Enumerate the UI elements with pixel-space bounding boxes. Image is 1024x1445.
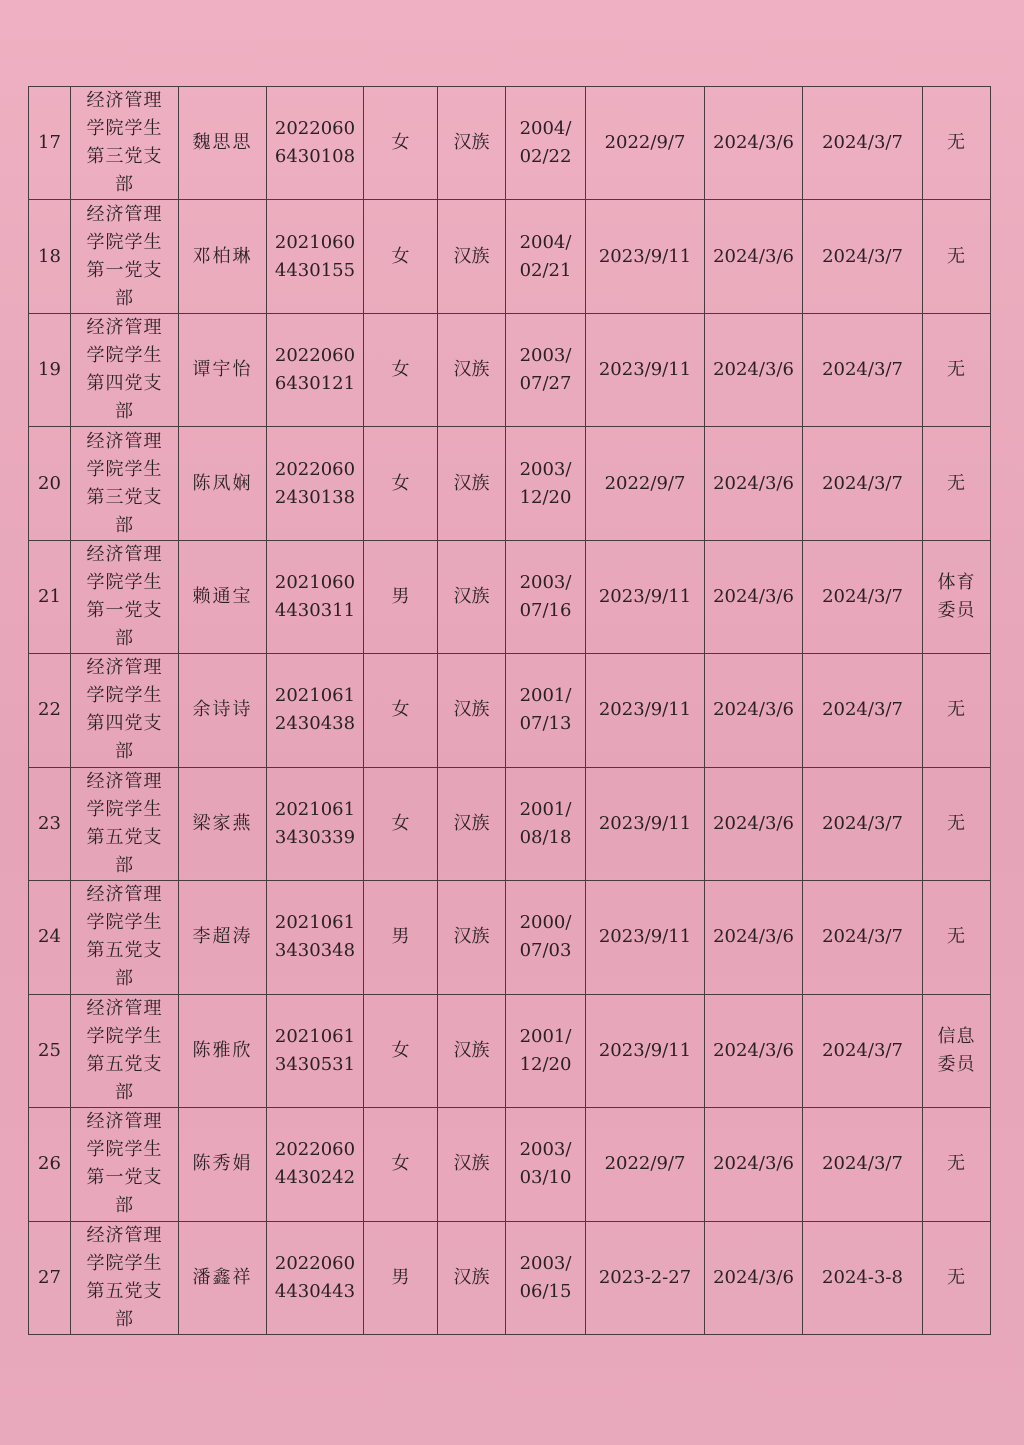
student-id-cell-line: 2022060 [274, 1252, 356, 1274]
position-cell [923, 1108, 991, 1221]
student-id-cell-line: 6430121 [274, 373, 356, 395]
party-branch-cell-line: 学院学生 [86, 798, 163, 820]
birth-date-cell-line: 07/16 [519, 600, 572, 622]
position-cell-line: 委员 [937, 600, 976, 622]
party-branch-cell-line: 经济管理 [86, 317, 163, 339]
party-branch-cell [71, 1108, 179, 1221]
party-branch-cell-line: 第一党支 [86, 1167, 163, 1189]
date-second-cell: 2024/3/6 [705, 200, 803, 313]
birth-date-cell-line: 2001/ [519, 685, 572, 707]
date-applied-cell: 2022/9/7 [586, 87, 705, 200]
position-cell-line: 无 [947, 699, 966, 721]
table-row [29, 994, 991, 1107]
date-third-cell: 2024-3-8 [803, 1221, 923, 1334]
date-second-cell: 2024/3/6 [705, 313, 803, 426]
ethnicity-cell: 汉族 [438, 87, 506, 200]
party-branch-cell-line: 第五党支 [86, 826, 163, 848]
party-branch-cell-line: 学院学生 [86, 912, 163, 934]
party-branch-cell-line: 学院学生 [86, 458, 163, 480]
position-cell-line: 无 [947, 245, 966, 267]
position-cell-line: 体育 [937, 572, 976, 594]
student-id-cell-line: 2021061 [274, 798, 356, 820]
position-cell [923, 1221, 991, 1334]
birth-date-cell [506, 881, 586, 994]
date-applied-cell: 2023/9/11 [586, 767, 705, 880]
party-branch-cell-line: 第五党支 [86, 1280, 163, 1302]
birth-date-cell-line: 2003/ [519, 345, 572, 367]
date-second-cell: 2024/3/6 [705, 1108, 803, 1221]
date-applied-cell: 2023/9/11 [586, 654, 705, 767]
student-id-cell [267, 1221, 364, 1334]
party-branch-cell-line: 部 [115, 174, 134, 196]
gender-cell: 男 [364, 1221, 438, 1334]
birth-date-cell [506, 1221, 586, 1334]
date-applied-cell: 2022/9/7 [586, 1108, 705, 1221]
student-id-cell-line: 6430108 [274, 146, 356, 168]
student-id-cell [267, 313, 364, 426]
date-applied-cell: 2022/9/7 [586, 427, 705, 540]
party-branch-cell-line: 部 [115, 741, 134, 763]
party-branch-cell-line: 第四党支 [86, 713, 163, 735]
birth-date-cell [506, 313, 586, 426]
table-row [29, 540, 991, 653]
party-branch-cell-line: 部 [115, 1081, 134, 1103]
position-cell-line: 无 [947, 812, 966, 834]
table-row [29, 1108, 991, 1221]
position-cell-line: 无 [947, 1266, 966, 1288]
birth-date-cell-line: 2003/ [519, 572, 572, 594]
position-cell [923, 87, 991, 200]
student-id-cell [267, 1108, 364, 1221]
party-branch-cell-line: 第一党支 [86, 600, 163, 622]
birth-date-cell-line: 2000/ [519, 912, 572, 934]
date-second-cell: 2024/3/6 [705, 87, 803, 200]
student-id-cell-line: 2021060 [274, 231, 356, 253]
date-third-cell: 2024/3/7 [803, 540, 923, 653]
party-branch-cell-line: 学院学生 [86, 118, 163, 140]
table-row [29, 1221, 991, 1334]
student-id-cell [267, 87, 364, 200]
gender-cell: 女 [364, 654, 438, 767]
date-applied-cell: 2023/9/11 [586, 540, 705, 653]
date-applied-cell: 2023/9/11 [586, 200, 705, 313]
student-id-cell-line: 2022060 [274, 1139, 356, 1161]
position-cell [923, 994, 991, 1107]
ethnicity-cell: 汉族 [438, 767, 506, 880]
student-id-cell-line: 2022060 [274, 118, 356, 140]
table-row [29, 313, 991, 426]
date-applied-cell: 2023-2-27 [586, 1221, 705, 1334]
party-branch-cell-line: 学院学生 [86, 572, 163, 594]
birth-date-cell [506, 427, 586, 540]
student-id-cell-line: 2022060 [274, 458, 356, 480]
date-third-cell: 2024/3/7 [803, 200, 923, 313]
party-branch-cell [71, 313, 179, 426]
student-name-cell: 邓柏琳 [179, 200, 267, 313]
student-id-cell [267, 881, 364, 994]
party-branch-cell [71, 767, 179, 880]
row-number-cell: 18 [29, 200, 71, 313]
student-id-cell-line: 4430311 [274, 600, 356, 622]
gender-cell: 女 [364, 313, 438, 426]
student-name-cell: 陈雅欣 [179, 994, 267, 1107]
birth-date-cell-line: 07/13 [519, 713, 572, 735]
birth-date-cell [506, 87, 586, 200]
party-branch-cell-line: 学院学生 [86, 685, 163, 707]
party-branch-cell-line: 经济管理 [86, 203, 163, 225]
date-second-cell: 2024/3/6 [705, 1221, 803, 1334]
party-branch-cell-line: 经济管理 [86, 770, 163, 792]
party-branch-cell-line: 学院学生 [86, 1139, 163, 1161]
date-second-cell: 2024/3/6 [705, 881, 803, 994]
table-row [29, 881, 991, 994]
date-second-cell: 2024/3/6 [705, 994, 803, 1107]
student-name-cell: 谭宇怡 [179, 313, 267, 426]
party-branch-cell [71, 427, 179, 540]
party-branch-cell-line: 经济管理 [86, 1111, 163, 1133]
position-cell [923, 767, 991, 880]
birth-date-cell-line: 07/03 [519, 940, 572, 962]
position-cell [923, 540, 991, 653]
student-name-cell: 陈凤娴 [179, 427, 267, 540]
birth-date-cell-line: 12/20 [519, 1053, 572, 1075]
row-number-cell: 17 [29, 87, 71, 200]
party-branch-cell-line: 部 [115, 1308, 134, 1330]
roster-table [28, 86, 991, 1335]
date-third-cell: 2024/3/7 [803, 427, 923, 540]
party-branch-cell-line: 学院学生 [86, 345, 163, 367]
date-second-cell: 2024/3/6 [705, 654, 803, 767]
ethnicity-cell: 汉族 [438, 994, 506, 1107]
birth-date-cell-line: 2004/ [519, 231, 572, 253]
student-name-cell: 赖通宝 [179, 540, 267, 653]
party-branch-cell [71, 1221, 179, 1334]
row-number-cell: 19 [29, 313, 71, 426]
student-name-cell: 陈秀娟 [179, 1108, 267, 1221]
ethnicity-cell: 汉族 [438, 200, 506, 313]
position-cell-line: 无 [947, 926, 966, 948]
party-branch-cell [71, 87, 179, 200]
student-id-cell-line: 2430438 [274, 713, 356, 735]
party-branch-cell-line: 学院学生 [86, 1025, 163, 1047]
student-id-cell-line: 2021061 [274, 912, 356, 934]
party-branch-cell-line: 第五党支 [86, 1053, 163, 1075]
birth-date-cell-line: 2001/ [519, 798, 572, 820]
gender-cell: 女 [364, 1108, 438, 1221]
party-branch-cell-line: 部 [115, 287, 134, 309]
party-branch-cell-line: 第五党支 [86, 940, 163, 962]
row-number-cell: 23 [29, 767, 71, 880]
student-id-cell-line: 2430138 [274, 486, 356, 508]
party-branch-cell-line: 经济管理 [86, 1224, 163, 1246]
party-branch-cell [71, 654, 179, 767]
student-name-cell: 潘鑫祥 [179, 1221, 267, 1334]
party-branch-cell-line: 第三党支 [86, 146, 163, 168]
student-name-cell: 余诗诗 [179, 654, 267, 767]
row-number-cell: 21 [29, 540, 71, 653]
party-branch-cell-line: 经济管理 [86, 997, 163, 1019]
date-third-cell: 2024/3/7 [803, 654, 923, 767]
student-name-cell: 李超涛 [179, 881, 267, 994]
position-cell [923, 200, 991, 313]
row-number-cell: 24 [29, 881, 71, 994]
birth-date-cell-line: 08/18 [519, 826, 572, 848]
party-branch-cell-line: 部 [115, 401, 134, 423]
ethnicity-cell: 汉族 [438, 540, 506, 653]
date-third-cell: 2024/3/7 [803, 881, 923, 994]
birth-date-cell-line: 2003/ [519, 1252, 572, 1274]
student-id-cell-line: 2021061 [274, 685, 356, 707]
birth-date-cell-line: 02/21 [519, 259, 572, 281]
birth-date-cell-line: 06/15 [519, 1280, 572, 1302]
student-id-cell-line: 2021060 [274, 572, 356, 594]
gender-cell: 女 [364, 87, 438, 200]
birth-date-cell [506, 654, 586, 767]
student-id-cell-line: 2022060 [274, 345, 356, 367]
birth-date-cell-line: 2003/ [519, 1139, 572, 1161]
position-cell-line: 信息 [937, 1025, 976, 1047]
student-id-cell [267, 540, 364, 653]
ethnicity-cell: 汉族 [438, 881, 506, 994]
gender-cell: 女 [364, 200, 438, 313]
row-number-cell: 25 [29, 994, 71, 1107]
student-id-cell-line: 3430339 [274, 826, 356, 848]
position-cell-line: 委员 [937, 1053, 976, 1075]
party-branch-cell-line: 学院学生 [86, 231, 163, 253]
roster-body [29, 87, 991, 1335]
party-branch-cell-line: 第三党支 [86, 486, 163, 508]
student-id-cell-line: 4430155 [274, 259, 356, 281]
position-cell [923, 654, 991, 767]
party-branch-cell [71, 200, 179, 313]
party-branch-cell-line: 经济管理 [86, 430, 163, 452]
birth-date-cell-line: 2001/ [519, 1025, 572, 1047]
gender-cell: 女 [364, 427, 438, 540]
date-third-cell: 2024/3/7 [803, 994, 923, 1107]
gender-cell: 男 [364, 881, 438, 994]
party-branch-cell-line: 部 [115, 514, 134, 536]
birth-date-cell-line: 07/27 [519, 373, 572, 395]
ethnicity-cell: 汉族 [438, 1108, 506, 1221]
table-row [29, 427, 991, 540]
student-id-cell-line: 3430348 [274, 940, 356, 962]
table-row [29, 200, 991, 313]
gender-cell: 女 [364, 767, 438, 880]
date-applied-cell: 2023/9/11 [586, 313, 705, 426]
party-branch-cell-line: 经济管理 [86, 884, 163, 906]
party-branch-cell [71, 881, 179, 994]
table-row [29, 654, 991, 767]
ethnicity-cell: 汉族 [438, 313, 506, 426]
party-branch-cell-line: 第一党支 [86, 259, 163, 281]
birth-date-cell-line: 2003/ [519, 458, 572, 480]
position-cell [923, 881, 991, 994]
date-second-cell: 2024/3/6 [705, 767, 803, 880]
birth-date-cell [506, 994, 586, 1107]
birth-date-cell [506, 767, 586, 880]
date-applied-cell: 2023/9/11 [586, 881, 705, 994]
date-applied-cell: 2023/9/11 [586, 994, 705, 1107]
party-branch-cell-line: 经济管理 [86, 544, 163, 566]
gender-cell: 男 [364, 540, 438, 653]
gender-cell: 女 [364, 994, 438, 1107]
student-id-cell [267, 427, 364, 540]
date-third-cell: 2024/3/7 [803, 313, 923, 426]
party-branch-cell-line: 第四党支 [86, 373, 163, 395]
date-third-cell: 2024/3/7 [803, 767, 923, 880]
date-third-cell: 2024/3/7 [803, 1108, 923, 1221]
student-name-cell: 魏思思 [179, 87, 267, 200]
birth-date-cell-line: 2004/ [519, 118, 572, 140]
student-id-cell [267, 654, 364, 767]
row-number-cell: 20 [29, 427, 71, 540]
position-cell-line: 无 [947, 359, 966, 381]
row-number-cell: 27 [29, 1221, 71, 1334]
ethnicity-cell: 汉族 [438, 427, 506, 540]
ethnicity-cell: 汉族 [438, 1221, 506, 1334]
table-row [29, 767, 991, 880]
party-branch-cell-line: 部 [115, 1195, 134, 1217]
position-cell [923, 313, 991, 426]
party-branch-cell-line: 经济管理 [86, 90, 163, 112]
student-id-cell-line: 4430443 [274, 1280, 356, 1302]
date-second-cell: 2024/3/6 [705, 540, 803, 653]
birth-date-cell [506, 540, 586, 653]
birth-date-cell-line: 03/10 [519, 1167, 572, 1189]
row-number-cell: 26 [29, 1108, 71, 1221]
position-cell [923, 427, 991, 540]
position-cell-line: 无 [947, 472, 966, 494]
party-branch-cell [71, 540, 179, 653]
birth-date-cell-line: 12/20 [519, 486, 572, 508]
date-second-cell: 2024/3/6 [705, 427, 803, 540]
student-id-cell [267, 994, 364, 1107]
student-id-cell-line: 2021061 [274, 1025, 356, 1047]
party-branch-cell [71, 994, 179, 1107]
ethnicity-cell: 汉族 [438, 654, 506, 767]
position-cell-line: 无 [947, 1153, 966, 1175]
party-branch-cell-line: 部 [115, 854, 134, 876]
student-id-cell-line: 4430242 [274, 1167, 356, 1189]
party-branch-cell-line: 部 [115, 628, 134, 650]
birth-date-cell [506, 200, 586, 313]
position-cell-line: 无 [947, 132, 966, 154]
birth-date-cell [506, 1108, 586, 1221]
student-id-cell-line: 3430531 [274, 1053, 356, 1075]
table-row [29, 87, 991, 200]
row-number-cell: 22 [29, 654, 71, 767]
student-name-cell: 梁家燕 [179, 767, 267, 880]
student-id-cell [267, 767, 364, 880]
birth-date-cell-line: 02/22 [519, 146, 572, 168]
party-branch-cell-line: 经济管理 [86, 657, 163, 679]
date-third-cell: 2024/3/7 [803, 87, 923, 200]
party-branch-cell-line: 部 [115, 968, 134, 990]
student-id-cell [267, 200, 364, 313]
party-branch-cell-line: 学院学生 [86, 1252, 163, 1274]
